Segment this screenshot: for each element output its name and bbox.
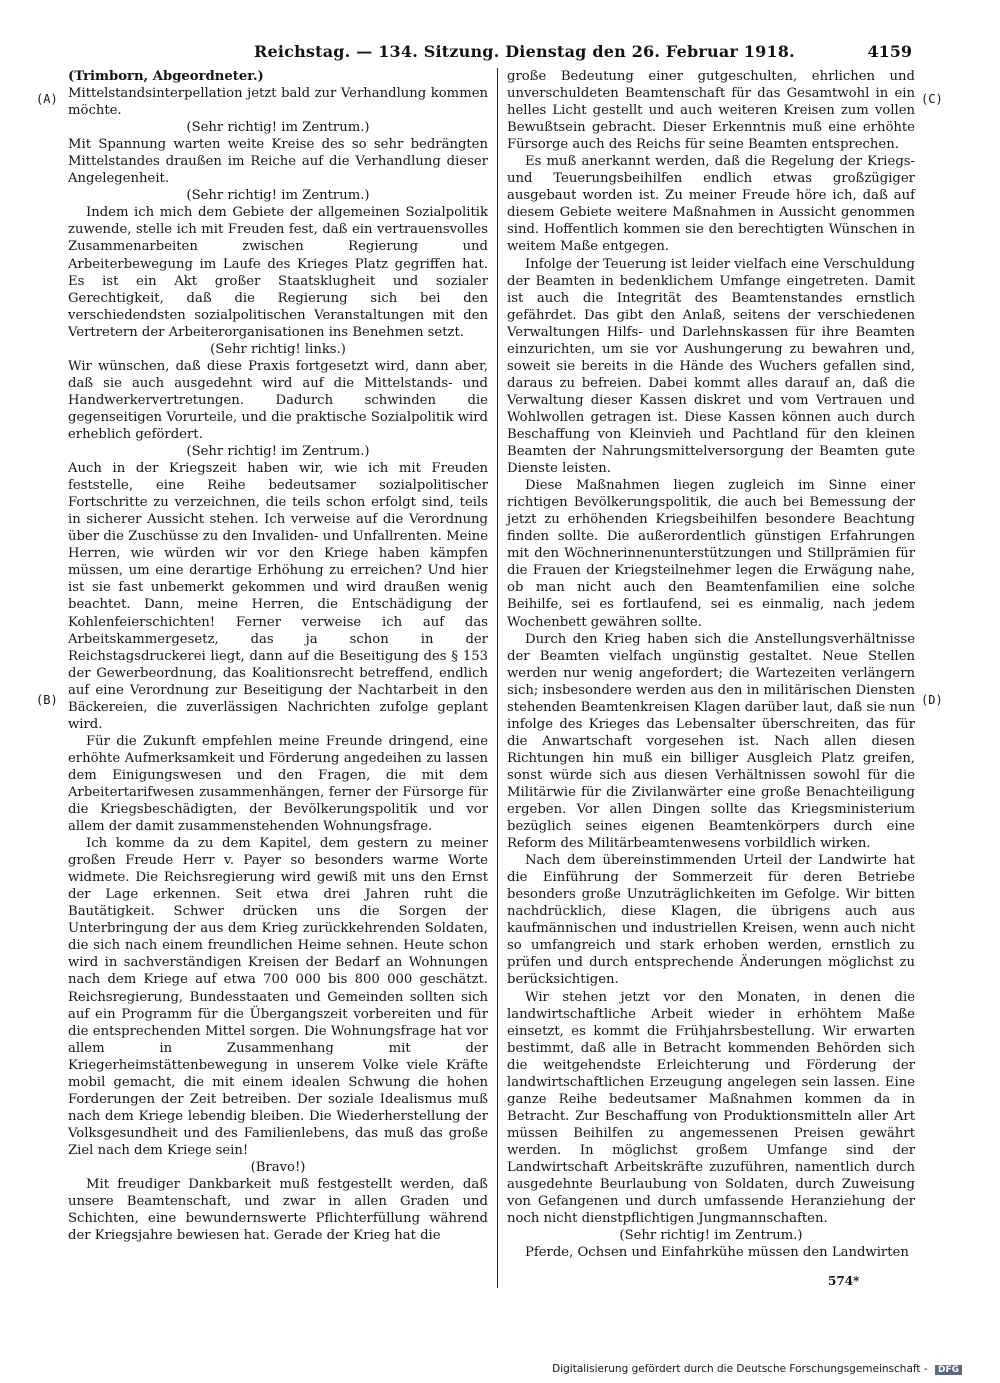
paragraph: Mit freudiger Dankbarkeit muß festgestellt werden, daß unsere Beamtenschaft, und zwar in allen Graden und Schichten, eine bewundernswerte Pflichterfüllung während der Kriegsjahre bewiesen hat. Gerade der Krieg hat die — [68, 1177, 488, 1244]
paragraph: (Bravo!) — [250, 1160, 306, 1175]
paragraph: (Trimborn, Abgeordneter.) — [68, 69, 264, 84]
margin-marker-c: (C) — [921, 92, 943, 106]
paragraph: Infolge der Teuerung ist leider vielfach eine Verschuldung der Beamten in bedenklichem Umfange eingetreten. Damit ist auch die Integrität des Beamtenstandes ernstlich gefährdet. Das gibt den Anlaß, seitens der verschiedenen Verwaltungen Hilfs- und Darlehnskassen für ihre Beamten einzurichten, um sie vor Aushungerung zu bewahren und, soweit sie bereits in die Hände des Wuchers gefallen sind, daraus zu befreien. Dabei kommt alles darauf an, daß die Verwaltung dieser Kassen diskret und vom Vertrauen und Wohlwollen getragen ist. Diese Kassen können auch durch Beschaffung von Kleinvieh und Pachtland für den kleinen Beamten der Nahrungsmittelversorgung der Beamten gute Dienste leisten. — [507, 256, 915, 477]
page-header — [64, 40, 916, 70]
paragraph: Diese Maßnahmen liegen zugleich im Sinne einer richtigen Bevölkerungspolitik, die auch bei Bemessung der jetzt zu erhöhenden Kriegsbeihilfen besondere Beachtung finden sollte. Die außerordentlich günstigen Erfahrungen mit den Wöchnerinnenunterstützungen und Stillprämien für die Frauen der Kriegsteilnehmer legen die Erwägung nahe, ob man nicht auch den Beamtenfamilien eine solche Beihilfe, sei es fortlaufend, sei es einmalig, nach jedem Wochenbett gewähren sollte. — [507, 478, 915, 630]
footer-text: Digitalisierung gefördert durch die Deutsche Forschungsgemeinschaft - — [552, 1363, 928, 1375]
paragraph: (Sehr richtig! links.) — [210, 341, 346, 357]
page-number: 4159 — [867, 42, 912, 61]
paragraph: Mittelstandsinterpellation jetzt bald zur Verhandlung kommen möchte. — [68, 86, 488, 119]
signature-mark: 574* — [828, 1274, 860, 1288]
left-column — [68, 68, 488, 1244]
right-column — [507, 68, 915, 1261]
paragraph: (Sehr richtig! im Zentrum.) — [186, 188, 370, 204]
paragraph: (Sehr richtig! im Zentrum.) — [619, 1228, 803, 1244]
paragraph: Mit Spannung warten weite Kreise des so sehr bedrängten Mittelstandes draußen im Reiche auf die Verhandlung dieser Angelegenheit. — [68, 137, 488, 187]
paragraph: Durch den Krieg haben sich die Anstellungsverhältnisse der Beamten vielfach ungünstig gestaltet. Neue Stellen werden nur wenig angefordert; die Wartezeiten verlängern sich; insbesondere werden aus den in militärischen Diensten stehenden Beamtenkreisen Klagen darüber laut, daß sie nun infolge des Krieges das Lebensalter überschreiten, das für die Anwartschaft vorgesehen ist. Nach allen diesen Richtungen hin muß ein billiger Ausgleich Platz greifen, sonst würde sich aus diesen Verhältnissen sowohl für die Militärwie für die Zivilanwärter eine große Benachteiligung ergeben. Vor allen Dingen sollte das Kriegsministerium bezüglich seines eigenen Beamtenkörpers durch eine Reform des Militärbeamtenwesens vorbildlich wirken. — [507, 631, 915, 852]
margin-marker-d: (D) — [921, 693, 943, 707]
paragraph: (Sehr richtig! im Zentrum.) — [186, 120, 370, 136]
paragraph: Wir stehen jetzt vor den Monaten, in denen die landwirtschaftliche Arbeit wieder in erhöhtem Maße einsetzt, es kommt die Frühjahrsbestellung. Wir erwarten bestimmt, daß alle in Betracht kommenden Behörden sich die weitgehendste Erleichterung und Förderung der landwirtschaftlichen Erzeugung angelegen sein lassen. Eine ganze Reihe bedeutsamer Maßnahmen kommen da in Betracht. Zur Beschaffung von Produktionsmitteln aller Art müssen Beihilfen zu angemessenen Preisen gewährt werden. In möglichst großem Umfange sind der Landwirtschaft Arbeitskräfte zuzuführen, namentlich durch ausgedehnte Beurlaubung von Soldaten, durch Zuweisung von Gefangenen und durch umfassende Heranziehung der noch nicht dienstpflichtigen Jungmannschaften. — [507, 989, 915, 1227]
paragraph: Nach dem übereinstimmenden Urteil der Landwirte hat die Einführung der Sommerzeit für deren Betriebe besonders große Unzuträglichkeiten im Gefolge. Wir bitten nachdrücklich, diese Klagen, die übrigens auch aus kaufmännischen und industriellen Kreisen, wenn auch nicht so umfangreich und stark erhoben werden, ernstlich zu prüfen und durch entsprechende Änderungen möglichst zu berücksichtigen. — [507, 853, 915, 988]
paragraph: Für die Zukunft empfehlen meine Freunde dringend, eine erhöhte Aufmerksamkeit und Förderung angedeihen zu lassen dem Einigungswesen und den Fragen, die mit dem Arbeitertarifwesen zusammenhängen, ferner der Fürsorge für die Kriegsbeschädigten, der Bevölkerungspolitik und vor allem der damit zusammenstehenden Wohnungsfrage. — [68, 733, 488, 835]
margin-marker-a: (A) — [36, 92, 58, 106]
column-divider — [497, 68, 498, 1288]
margin-marker-b: (B) — [36, 693, 58, 707]
paragraph: (Sehr richtig! im Zentrum.) — [186, 444, 370, 460]
paragraph: Wir wünschen, daß diese Praxis fortgesetzt wird, dann aber, daß sie auch ausgedehnt wird auf die Mittelstands- und Handwerkervertretungen. Dadurch schwinden die gegenseitigen Vorurteile, und die praktische Sozialpolitik wird erheblich gefördert. — [68, 358, 488, 442]
paragraph: Indem ich mich dem Gebiete der allgemeinen Sozialpolitik zuwende, stelle ich mit Freuden fest, daß ein vertrauensvolles Zusammenarbeiten zwischen Regierung und Arbeiterbewegung im Laufe des Krieges Platz gegriffen hat. Es ist ein Akt großer Staatsklugheit und sozialer Gerechtigkeit, daß die Regierung sich bei den verschiedendsten sozialpolitischen Veranstaltungen mit den Vertretern der Arbeiterorganisationen ins Benehmen setzt. — [68, 205, 488, 340]
paragraph: Ich komme da zu dem Kapitel, dem gestern zu meiner großen Freude Herr v. Payer so besonders warme Worte widmete. Die Reichsregierung wird gewiß mit uns den Ernst der Lage erkennen. Seit etwa drei Jahren ruht die Bautätigkeit. Schwer drücken uns die Sorgen der Unterbringung der aus dem Krieg zurückkehrenden Soldaten, die sich nach einem freundlichen Heime sehnen. Heute schon wird in sachverständigen Kreisen der Bedarf an Wohnungen nach dem Kriege auf etwa 700 000 bis 800 000 geschätzt. Reichsregierung, Bundesstaaten und Gemeinden sollten sich auf ein Programm für die Übergangszeit vorbereiten und für die entsprechenden Mittel sorgen. Die Wohnungsfrage hat vor allem in Zusammenhang mit der Kriegerheimstättenbewegung in unserem Volke viele Kräfte mobil gemacht, die mit einem idealen Schwung die hohen Forderungen der Zeit betreiben. Der soziale Idealismus muß nach dem Kriege lebendig bleiben. Die Wiederherstellung der Volksgesundheit und des Familienlebens, das muß das große Ziel nach dem Kriege sein! — [68, 836, 488, 1158]
paragraph: große Bedeutung einer gutgeschulten, ehrlichen und unverschuldeten Beamtenschaft für das Gesamtwohl in ein helles Licht gestellt und auch weiteren Kreisen zum vollen Bewußtsein gebracht. Dieser Erkenntnis muß eine erhöhte Fürsorge auch des Reichs für seine Beamten entsprechen. — [507, 69, 915, 153]
paragraph: Auch in der Kriegszeit haben wir, wie ich mit Freuden feststelle, eine Reihe bedeutsamer sozialpolitischer Fortschritte zu verzeichnen, die teils schon erfolgt sind, teils in sicherer Aussicht stehen. Ich verweise auf die Verordnung über die Zuschüsse zu den Invaliden- und Unfallrenten. Meine Herren, wie würden wir vor den Kriege haben kämpfen müssen, um eine derartige Erhöhung zu erreichen? Und hier ist sie fast unbemerkt gekommen und wird draußen wenig beachtet. Dann, meine Herren, die Entschädigung der Kohlenfeierschichten! Ferner verweise ich auf das Arbeitskammergesetz, das ja schon in der Reichstagsdruckerei liegt, dann auf die Beseitigung des § 153 der Gewerbeordnung, das Koalitionsrecht betreffend, endlich auf eine Verordnung zur Beseitigung der Nachtarbeit in den Bäckereien, die zuverlässigen Nachrichten zufolge geplant wird. — [68, 461, 488, 732]
dfg-logo: DFG — [935, 1365, 962, 1375]
running-title: Reichstag. — 134. Sitzung. Dienstag den 26. Februar 1918. — [254, 42, 795, 61]
paragraph: Es muß anerkannt werden, daß die Regelung der Kriegs- und Teuerungsbeihilfen endlich etwas großzügiger ausgebaut worden ist. Zu meiner Freude höre ich, daß auf diesem Gebiete weitere Maßnahmen in Aussicht genommen sind. Hoffentlich kommen sie den berechtigten Wünschen in weitem Maße entgegen. — [507, 154, 915, 255]
footer — [552, 1363, 962, 1375]
paragraph: Pferde, Ochsen und Einfahrkühe müssen den Landwirten — [525, 1245, 909, 1261]
